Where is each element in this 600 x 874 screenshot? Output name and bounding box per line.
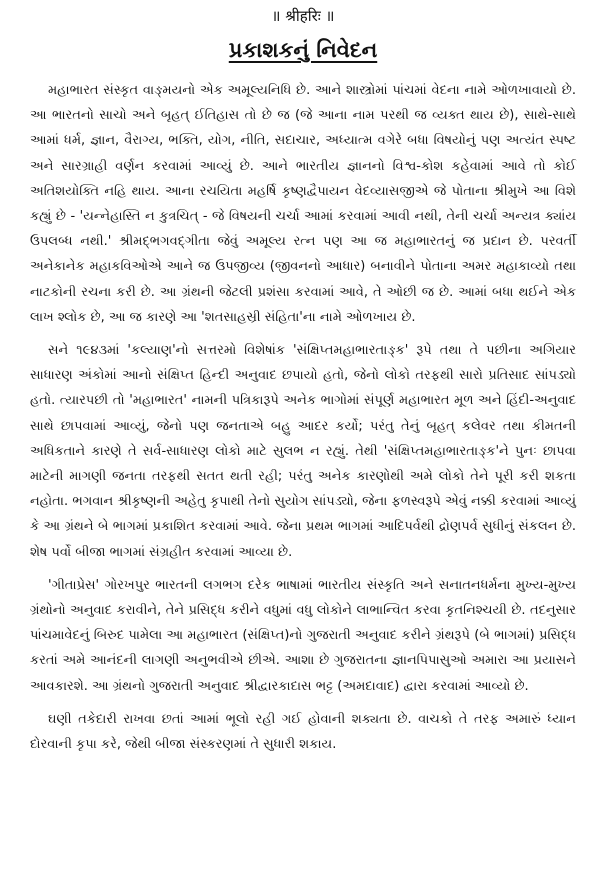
page-title: પ્રકાશકનું નિવેદન [228,38,378,62]
paragraph-1: મહાભારત સંસ્કૃત વાઙ્મયનો એક અમૂલ્યનિધિ છે. આને શાસ્ત્રોમાં પાંચમાં વેદના નામે ઓળખાવાયો છે. આ ભારતનો સાચો અને બૃહત્ ઈતિહાસ તો છે જ (જે આના નામ પરથી જ વ્યક્ત થાય છે), સાથે-સાથે આમાં ધર્મ, જ્ઞાન, વૈરાગ્ય, ભક્તિ, યોગ, નીતિ, સદાચાર, અધ્યાત્મ વગેરે બધા વિષયોનું પણ અત્યંત સ્પષ્ટ અને સારગ્રાહી વર્ણન કરવામાં આવ્યું છે. આને ભારતીય જ્ઞાનનો વિશ્વ-કોશ કહેવામાં આવે તો કોઈ અતિશયોક્તિ નહિ થાય. આના રચયિતા મહર્ષિ કૃષ્ણદ્વૈપાયન વેદવ્યાસજીએ જે પોતાના શ્રીમુખે આ વિશે કહ્યું છે - 'યન્નેહાસ્તિ ન કુત્રચિત્ - જે વિષયની ચર્ચા આમાં કરવામાં આવી નથી, તેની ચર્ચા અન્યત્ર ક્યાંય ઉપલબ્ધ નથી.' શ્રીમદ્ભગવદ્ગીતા જેવું અમૂલ્ય રત્ન પણ આ જ મહાભારતનું જ પ્રદાન છે. પરવર્તી અનેકાનેક મહાકવિઓએ આને જ ઉપજીવ્ય (જીવનનો આધાર) બનાવીને પોતાના અમર મહાકાવ્યો તથા નાટકોની રચના કરી છે. આ ગ્રંથની જેટલી પ્રશંસા કરવામાં આવે, તે ઓછી જ છે. આમાં બધા થઈને એક લાખ શ્લોક છે, આ જ કારણે આ 'શતસાહસ્રી સંહિતા'ના નામે ઓળખાય છે. [30,83,576,325]
paragraph-2: સને ૧૯૪૩માં 'કલ્યાણ'નો સત્તરમો વિશેષાંક 'સંક્ષિપ્તમહાભારતાઙ્ક' રૂપે તથા તે પછીના અગિયાર સાધારણ અંકોમાં આનો સંક્ષિપ્ત હિન્દી અનુવાદ છપાયો હતો, જેનો લોકો તરફથી સારો પ્રતિસાદ સાંપડ્યો હતો. ત્યારપછી તો 'મહાભારત' નામની પત્રિકારૂપે અનેક ભાગોમાં સંપૂર્ણ મહાભારત મૂળ અને હિંદી-અનુવાદ સાથે છાપવામાં આવ્યું, જેનો પણ જનતાએ બહુ આદર કર્યો; પરંતુ તેનું બૃહત્ કલેવર તથા કીમતની અધિકતાને કારણે તે સર્વ-સાધારણ લોકો માટે સુલભ ન રહ્યું. તેથી 'સંક્ષિપ્તમહાભારતાઙ્ક'ને પુનઃ છાપવા માટેની માગણી જનતા તરફથી સતત થતી રહી; પરંતુ અનેક કારણોથી અમે લોકો તેને પૂરી કરી શકતા નહોતા. ભગવાન શ્રીકૃષ્ણની અહેતુ કૃપાથી તેનો સુયોગ સાંપડ્યો, જેના ફળસ્વરૂપે એવું નક્કી કરવામાં આવ્યું કે આ ગ્રંથને બે ભાગમાં પ્રકાશિત કરવામાં આવે. જેના પ્રથમ ભાગમાં આદિપર્વથી દ્રોણપર્વ સુધીનું સંકલન છે. શેષ પર્વો બીજા ભાગમાં સંગ્રહીત કરવામાં આવ્યા છે. [30,343,576,560]
paragraph-4: ઘણી તકેદારી રાખવા છતાં આમાં ભૂલો રહી ગઈ હોવાની શક્યતા છે. વાચકો તે તરફ અમારું ધ્યાન દોરવાની કૃપા કરે, જેથી બીજા સંસ્કરણમાં તે સુધારી શકાય. [30,711,576,753]
invocation-heading: ॥ श्रीहरिः ॥ [271,7,335,25]
paragraph-3: 'ગીતાપ્રેસ' ગોરખપુર ભારતની લગભગ દરેક ભાષામાં ભારતીય સંસ્કૃતિ અને સનાતનધર્મના મુખ્ય-મુખ્ય ગ્રંથોનો અનુવાદ કરાવીને, તેને પ્રસિદ્ધ કરીને વધુમાં વધુ લોકોને લાભાન્વિત કરવા કૃતનિશ્ચયી છે. તદનુસાર પાંચમાવેદનું બિરુદ પામેલા આ મહાભારત (સંક્ષિપ્ત)નો ગુજરાતી અનુવાદ કરીને ગ્રંથરૂપે (બે ભાગમાં) પ્રસિદ્ધ કરતાં અમે આનંદની લાગણી અનુભવીએ છીએ. આશા છે ગુજરાતના જ્ઞાનપિપાસુઓ અમારા આ પ્રયાસને આવકારશે. આ ગ્રંથનો ગુજરાતી અનુવાદ શ્રીદ્વારકાદાસ ભટ્ટ (અમદાવાદ) દ્વારા કરવામાં આવ્યો છે. [30,577,576,694]
document-page [30,6,576,765]
